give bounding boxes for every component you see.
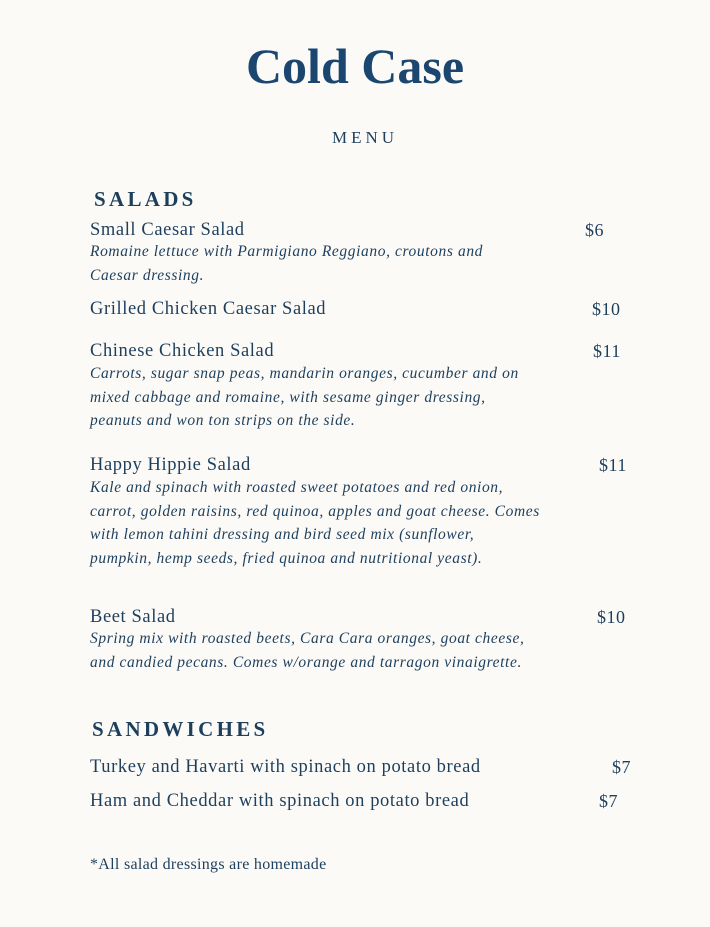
description-line: with lemon tahini dressing and bird seed mix (sunflower, (90, 526, 475, 543)
item-price: $11 (593, 341, 621, 361)
item-price: $7 (599, 791, 618, 811)
item-description (90, 240, 483, 287)
item-name: Ham and Cheddar with spinach on potato bread (90, 791, 470, 811)
item-price: $6 (585, 220, 604, 240)
item-name: Happy Hippie Salad (90, 455, 251, 475)
dressing-footnote: *All salad dressings are homemade (90, 856, 327, 873)
description-line: and candied pecans. Comes w/orange and tarragon vinaigrette. (90, 653, 522, 671)
item-price: $11 (599, 455, 627, 475)
description-line: Carrots, sugar snap peas, mandarin oranges, cucumber and on (90, 365, 519, 382)
description-line: pumpkin, hemp seeds, fried quinoa and nutritional yeast). (90, 549, 483, 567)
item-price: $10 (592, 299, 621, 319)
item-name: Small Caesar Salad (90, 220, 245, 240)
description-line: Romaine lettuce with Parmigiano Reggiano, croutons and (90, 243, 484, 260)
sandwiches-heading: SANDWICHES (92, 717, 269, 741)
item-description (90, 476, 540, 570)
description-line: mixed cabbage and romaine, with sesame ginger dressing, (90, 388, 486, 406)
item-description (90, 362, 519, 433)
item-name: Beet Salad (90, 607, 176, 627)
salads-heading: SALADS (94, 187, 197, 211)
item-description (90, 627, 524, 674)
item-name: Grilled Chicken Caesar Salad (90, 299, 327, 319)
description-line: carrot, golden raisins, red quinoa, apples and goat cheese. Comes (90, 502, 540, 520)
description-line: Kale and spinach with roasted sweet potatoes and red onion, (90, 479, 504, 496)
menu-subtitle: MENU (331, 128, 399, 147)
item-name: Turkey and Havarti with spinach on potato bread (90, 757, 481, 777)
description-line: Spring mix with roasted beets, Cara Cara oranges, goat cheese, (90, 630, 525, 647)
item-name: Chinese Chicken Salad (90, 341, 275, 361)
description-line: Caesar dressing. (90, 266, 205, 284)
description-line: peanuts and won ton strips on the side. (90, 412, 356, 429)
item-price: $10 (597, 607, 626, 627)
item-price: $7 (612, 757, 631, 777)
restaurant-title: Cold Case (245, 38, 465, 94)
